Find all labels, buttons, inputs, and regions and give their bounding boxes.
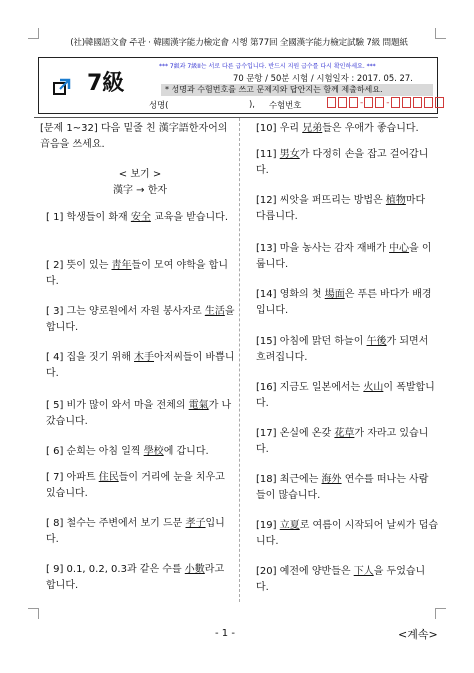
question-text: 철수는 주변에서 보기 드문: [66, 518, 186, 529]
column-divider: [239, 118, 240, 602]
question-text: 마다 다릅니다.: [256, 195, 426, 222]
question-item: [46, 258, 236, 290]
question-item: [256, 147, 438, 179]
question-text: 학생들이 화재: [66, 212, 131, 223]
question-item: [46, 444, 236, 460]
question-number: [15]: [256, 336, 277, 347]
continue-label: <계속>: [398, 628, 438, 641]
question-word: 學校: [143, 446, 164, 457]
question-word: 火山: [363, 382, 384, 393]
question-text: 가 다정히 손을 잡고 걸어갑니다.: [256, 149, 429, 176]
number-box[interactable]: [349, 97, 358, 108]
question-item: [256, 380, 438, 412]
document-title: (社)韓國語文會 주관 · 韓國漢字能力檢定會 시행 第77回 全國漢字能力檢定試驗 7級 問題紙: [70, 38, 408, 48]
question-word: 生活: [204, 306, 225, 317]
question-item: [46, 304, 236, 336]
question-text: 아파트: [66, 472, 99, 483]
question-number: [ 1]: [46, 212, 64, 223]
question-number: [14]: [256, 289, 277, 300]
question-text: 에 갑니다.: [163, 446, 209, 457]
question-text: 라고 합니다.: [46, 564, 225, 591]
question-number: [11]: [256, 149, 277, 160]
number-box[interactable]: [435, 97, 444, 108]
question-number: [ 2]: [46, 260, 64, 271]
question-word: 兄弟: [302, 123, 323, 134]
question-number: [13]: [256, 243, 277, 254]
question-item: [46, 210, 236, 226]
question-text: 연수를 떠나는 사람들이 많습니다.: [256, 474, 429, 501]
question-word: 孝子: [185, 518, 206, 529]
question-instructions: [문제 1~32] 다음 밑줄 친 漢字語한자어의 音음을 쓰세요.: [40, 123, 228, 150]
question-text: 아침에 맑던 하늘이: [279, 336, 367, 347]
question-item: [46, 562, 236, 594]
question-text: 입니다.: [46, 518, 225, 545]
question-text: 들이 모여 야학을 합니다.: [46, 260, 229, 287]
question-word: 住民: [98, 472, 119, 483]
number-box[interactable]: [391, 97, 400, 108]
question-text: 그는 양로원에서 자원 봉사자로: [66, 306, 205, 317]
question-text: 이 폭발합니다.: [256, 382, 435, 409]
question-text: 0.1, 0.2, 0.3과 같은 수를: [66, 564, 185, 575]
question-text: 로 여름이 시작되어 날씨가 덥습니다.: [256, 520, 439, 547]
name-label: 성명(: [149, 100, 169, 110]
example-text: 漢字 → 한자: [112, 185, 168, 196]
question-word: 電氣: [188, 400, 209, 411]
question-text: 을 이룹니다.: [256, 243, 432, 270]
crop-mark-bottom-right: [435, 608, 446, 619]
question-text: 뜻이 있는: [66, 260, 112, 271]
question-item: [256, 518, 438, 550]
question-text: 을 두었습니다.: [256, 566, 426, 593]
question-word: 安全: [130, 212, 151, 223]
question-text: 씨앗을 퍼뜨리는 방법은: [279, 195, 386, 206]
question-item: [256, 426, 438, 458]
example-title: < 보기 >: [118, 169, 162, 180]
question-number: [ 7]: [46, 472, 64, 483]
question-item: [256, 472, 438, 504]
question-word: 立夏: [279, 520, 300, 531]
question-text: 마을 농사는 감자 재배가: [279, 243, 390, 254]
question-word: 植物: [385, 195, 406, 206]
question-word: 靑年: [111, 260, 132, 271]
name-close: ),: [249, 99, 255, 109]
question-number: [ 6]: [46, 446, 64, 457]
number-box[interactable]: [338, 97, 347, 108]
question-number: [ 3]: [46, 306, 64, 317]
number-box[interactable]: [424, 97, 433, 108]
question-text: 영화의 첫: [279, 289, 325, 300]
question-number: [18]: [256, 474, 277, 485]
question-word: 場面: [324, 289, 345, 300]
hanja-exam-logo-icon: [53, 78, 71, 96]
question-word: 中心: [389, 243, 410, 254]
question-text: 우리: [279, 123, 303, 134]
question-item: [256, 121, 438, 137]
question-item: [256, 287, 438, 319]
question-text: 예전에 양반들은: [279, 566, 354, 577]
number-box[interactable]: [364, 97, 373, 108]
question-item: [46, 470, 236, 502]
question-word: 午後: [366, 336, 387, 347]
question-text: 을 합니다.: [46, 306, 235, 333]
exam-number-boxes[interactable]: [327, 97, 446, 108]
instruction-bar: * 성명과 수험번호를 쓰고 문제지와 답안지는 함께 제출하세요.: [161, 84, 433, 96]
page-number: - 1 -: [215, 628, 235, 639]
question-number: [20]: [256, 566, 277, 577]
question-number: [ 4]: [46, 352, 64, 363]
question-item: [256, 564, 438, 596]
grade-notice: *** 7級과 7級II는 서로 다른 급수입니다. 반드시 지원 급수를 다시 확인하세요. ***: [159, 63, 376, 70]
question-text: 가 되면서 흐려집니다.: [256, 336, 429, 363]
exam-header-box: [38, 57, 438, 114]
question-text: 아저씨들이 바쁩니다.: [46, 352, 235, 379]
question-word: 下人: [353, 566, 374, 577]
number-box[interactable]: [413, 97, 422, 108]
question-word: 花草: [334, 428, 355, 439]
question-text: 들은 우애가 좋습니다.: [322, 123, 419, 134]
question-text: 교육을 받습니다.: [150, 212, 229, 223]
question-text: 순희는 아침 일찍: [66, 446, 144, 457]
question-number: [ 8]: [46, 518, 64, 529]
question-number: [ 9]: [46, 564, 64, 575]
question-number: [17]: [256, 428, 277, 439]
question-word: 海外: [321, 474, 342, 485]
question-item: [256, 193, 438, 225]
question-text: 가 나갔습니다.: [46, 400, 232, 427]
number-box[interactable]: [327, 97, 336, 108]
question-text: 집을 짓기 위해: [66, 352, 135, 363]
question-number: [19]: [256, 520, 277, 531]
question-number: [10]: [256, 123, 277, 134]
question-word: 男女: [279, 149, 300, 160]
question-number: [ 5]: [46, 400, 64, 411]
number-dash: -: [386, 97, 390, 108]
number-box[interactable]: [402, 97, 411, 108]
question-text: 은 푸른 바다가 배경입니다.: [256, 289, 432, 316]
question-item: [256, 334, 438, 366]
question-word: 小數: [184, 564, 205, 575]
question-item: [46, 516, 236, 548]
exam-info: 70 문항 / 50분 시험 / 시험일자 : 2017. 05. 27.: [233, 73, 413, 83]
question-text: 가 자라고 있습니다.: [256, 428, 429, 455]
question-text: 최근에는: [279, 474, 322, 485]
question-word: 木手: [134, 352, 155, 363]
number-dash: -: [360, 97, 364, 108]
question-text: 온실에 온갖: [279, 428, 335, 439]
question-number: [16]: [256, 382, 277, 393]
grade-label: 7級: [87, 71, 125, 96]
question-item: [256, 241, 438, 273]
crop-mark-bottom-left: [28, 608, 39, 619]
question-text: 들이 거리에 눈을 치우고 있습니다.: [46, 472, 225, 499]
exam-number-label: 수험번호: [269, 100, 302, 110]
question-number: [12]: [256, 195, 277, 206]
question-item: [46, 350, 236, 382]
question-text: 비가 많이 와서 마을 전체의: [66, 400, 189, 411]
question-text: 지금도 일본에서는: [279, 382, 364, 393]
header-rule: [34, 117, 438, 118]
number-box[interactable]: [375, 97, 384, 108]
question-item: [46, 398, 236, 430]
